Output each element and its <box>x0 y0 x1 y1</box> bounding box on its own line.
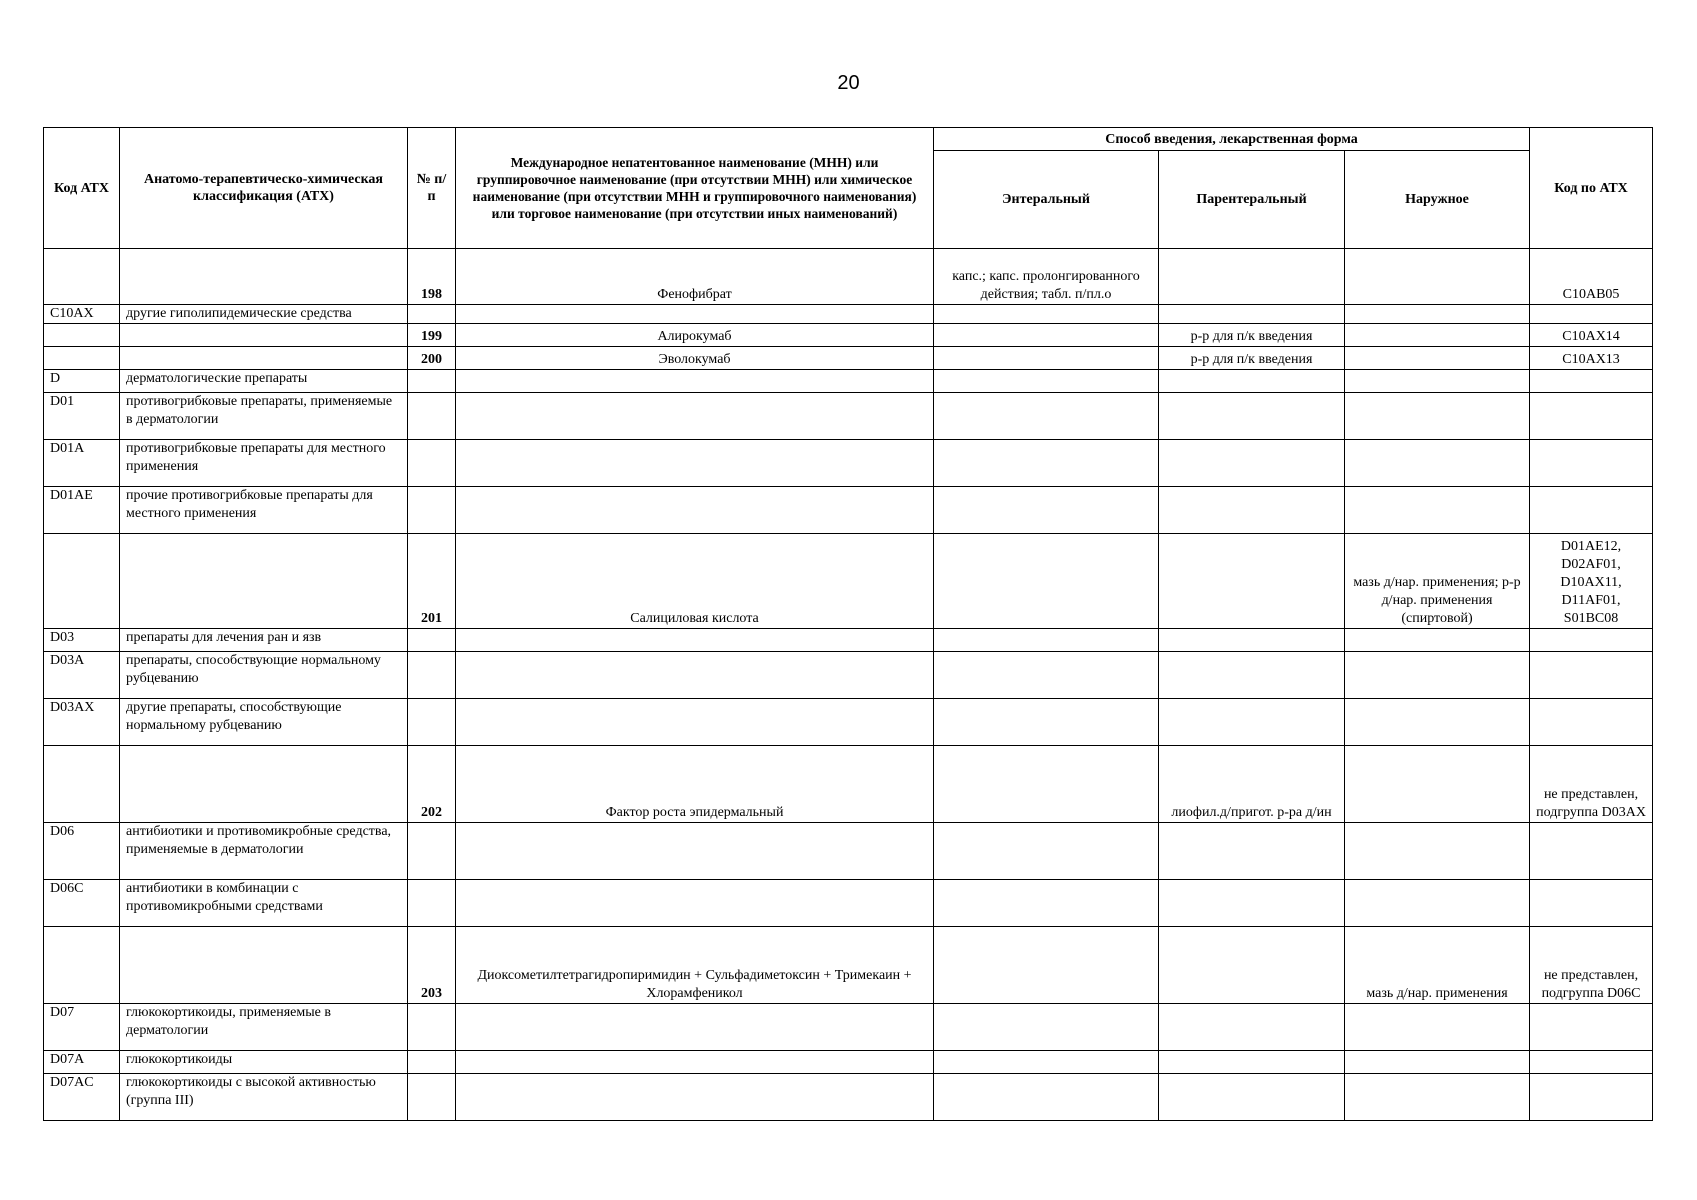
cell-inn <box>456 487 934 534</box>
table-row <box>44 699 1653 746</box>
header-parenteral: Парентеральный <box>1159 151 1345 249</box>
cell-code: D01A <box>44 440 120 487</box>
cell-parenteral <box>1159 1074 1345 1121</box>
cell-classification: другие гиполипидемические средства <box>120 305 408 324</box>
cell-atx-code <box>1530 652 1653 699</box>
cell-parenteral <box>1159 1004 1345 1051</box>
cell-external <box>1345 249 1530 305</box>
cell-atx-code <box>1530 1051 1653 1074</box>
cell-classification <box>120 347 408 370</box>
cell-external <box>1345 629 1530 652</box>
cell-number: 203 <box>408 927 456 1004</box>
cell-inn <box>456 652 934 699</box>
table-row <box>44 347 1653 370</box>
header-external: Наружное <box>1345 151 1530 249</box>
cell-enteral <box>934 305 1159 324</box>
table-row <box>44 1004 1653 1051</box>
cell-enteral <box>934 324 1159 347</box>
cell-number <box>408 393 456 440</box>
cell-parenteral <box>1159 305 1345 324</box>
cell-code: D03AX <box>44 699 120 746</box>
table-body <box>44 249 1653 1121</box>
table-row <box>44 440 1653 487</box>
cell-inn: Фенофибрат <box>456 249 934 305</box>
cell-atx-code: C10AX14 <box>1530 324 1653 347</box>
cell-external <box>1345 699 1530 746</box>
cell-code <box>44 927 120 1004</box>
table-row <box>44 746 1653 823</box>
cell-parenteral <box>1159 393 1345 440</box>
cell-code: D07A <box>44 1051 120 1074</box>
cell-external <box>1345 1074 1530 1121</box>
table-row <box>44 1074 1653 1121</box>
cell-classification: антибиотики в комбинации с противомикробными средствами <box>120 880 408 927</box>
cell-parenteral <box>1159 927 1345 1004</box>
cell-code <box>44 347 120 370</box>
cell-code: D <box>44 370 120 393</box>
cell-inn <box>456 440 934 487</box>
cell-number <box>408 487 456 534</box>
cell-parenteral <box>1159 629 1345 652</box>
cell-code <box>44 324 120 347</box>
cell-inn <box>456 1051 934 1074</box>
cell-enteral <box>934 1004 1159 1051</box>
cell-enteral <box>934 1074 1159 1121</box>
cell-inn <box>456 305 934 324</box>
cell-code: D06C <box>44 880 120 927</box>
cell-code: C10AX <box>44 305 120 324</box>
cell-number <box>408 1051 456 1074</box>
cell-inn <box>456 880 934 927</box>
cell-code: D03A <box>44 652 120 699</box>
cell-enteral <box>934 629 1159 652</box>
cell-external <box>1345 487 1530 534</box>
cell-atx-code <box>1530 699 1653 746</box>
cell-parenteral: р-р для п/к введения <box>1159 347 1345 370</box>
cell-number <box>408 370 456 393</box>
cell-inn <box>456 370 934 393</box>
table-row <box>44 487 1653 534</box>
cell-enteral <box>934 880 1159 927</box>
cell-external <box>1345 652 1530 699</box>
table-row <box>44 823 1653 880</box>
cell-code <box>44 249 120 305</box>
table-row <box>44 393 1653 440</box>
cell-enteral <box>934 823 1159 880</box>
table-row <box>44 652 1653 699</box>
cell-inn: Эволокумаб <box>456 347 934 370</box>
cell-external <box>1345 347 1530 370</box>
cell-classification <box>120 746 408 823</box>
cell-atx-code: C10AX13 <box>1530 347 1653 370</box>
cell-atx-code <box>1530 823 1653 880</box>
table-row <box>44 629 1653 652</box>
cell-number <box>408 652 456 699</box>
table-row <box>44 249 1653 305</box>
cell-classification <box>120 927 408 1004</box>
cell-number: 201 <box>408 534 456 629</box>
cell-number <box>408 305 456 324</box>
cell-classification <box>120 534 408 629</box>
cell-inn <box>456 1074 934 1121</box>
cell-parenteral <box>1159 440 1345 487</box>
table-row <box>44 880 1653 927</box>
cell-external <box>1345 746 1530 823</box>
cell-number: 198 <box>408 249 456 305</box>
cell-classification: противогрибковые препараты, применяемые в дерматологии <box>120 393 408 440</box>
cell-enteral <box>934 440 1159 487</box>
cell-external <box>1345 1051 1530 1074</box>
cell-atx-code <box>1530 880 1653 927</box>
cell-classification: препараты, способствующие нормальному рубцеванию <box>120 652 408 699</box>
cell-number: 199 <box>408 324 456 347</box>
cell-enteral <box>934 699 1159 746</box>
drug-classification-table <box>43 127 1653 1121</box>
cell-parenteral <box>1159 823 1345 880</box>
cell-external: мазь д/нар. применения <box>1345 927 1530 1004</box>
cell-external <box>1345 305 1530 324</box>
cell-parenteral <box>1159 249 1345 305</box>
cell-parenteral: лиофил.д/пригот. р-ра д/ин <box>1159 746 1345 823</box>
cell-classification: глюкокортикоиды, применяемые в дерматологии <box>120 1004 408 1051</box>
cell-parenteral <box>1159 534 1345 629</box>
cell-parenteral <box>1159 699 1345 746</box>
cell-inn <box>456 629 934 652</box>
cell-enteral <box>934 652 1159 699</box>
cell-atx-code <box>1530 1074 1653 1121</box>
cell-enteral <box>934 347 1159 370</box>
cell-enteral <box>934 927 1159 1004</box>
cell-atx-code: C10AB05 <box>1530 249 1653 305</box>
cell-enteral <box>934 746 1159 823</box>
cell-classification <box>120 324 408 347</box>
cell-number <box>408 629 456 652</box>
table-row <box>44 324 1653 347</box>
cell-number <box>408 440 456 487</box>
cell-enteral <box>934 487 1159 534</box>
cell-enteral <box>934 534 1159 629</box>
cell-external <box>1345 440 1530 487</box>
table-row <box>44 370 1653 393</box>
cell-code: D01 <box>44 393 120 440</box>
cell-atx-code <box>1530 440 1653 487</box>
cell-classification: антибиотики и противомикробные средства, применяемые в дерматологии <box>120 823 408 880</box>
cell-code: D07 <box>44 1004 120 1051</box>
cell-classification: препараты для лечения ран и язв <box>120 629 408 652</box>
cell-inn: Диоксометилтетрагидропиримидин + Сульфадиметоксин + Тримекаин + Хлорамфеникол <box>456 927 934 1004</box>
cell-inn <box>456 823 934 880</box>
cell-code <box>44 746 120 823</box>
cell-enteral <box>934 393 1159 440</box>
cell-code: D03 <box>44 629 120 652</box>
header-inn: Международное непатентованное наименование (МНН) или группировочное наименование (при отсутствии МНН) или химическое наименование (при отсутствии МНН и группировочного наименования) или торговое наименование (при отсутствии иных наименований) <box>456 128 934 249</box>
cell-parenteral <box>1159 652 1345 699</box>
cell-number <box>408 1004 456 1051</box>
header-number: № п/п <box>408 128 456 249</box>
cell-atx-code: не представлен, подгруппа D06C <box>1530 927 1653 1004</box>
cell-number <box>408 880 456 927</box>
cell-inn <box>456 699 934 746</box>
table-row <box>44 534 1653 629</box>
cell-parenteral <box>1159 487 1345 534</box>
cell-number: 200 <box>408 347 456 370</box>
header-code-atx: Код АТХ <box>44 128 120 249</box>
cell-code: D06 <box>44 823 120 880</box>
cell-atx-code: D01AE12, D02AF01, D10AX11, D11AF01, S01BC08 <box>1530 534 1653 629</box>
header-route-group: Способ введения, лекарственная форма <box>934 128 1530 151</box>
cell-code <box>44 534 120 629</box>
cell-number <box>408 823 456 880</box>
cell-inn <box>456 393 934 440</box>
cell-inn: Фактор роста эпидермальный <box>456 746 934 823</box>
header-classification: Анатомо-терапевтическо-химическая классификация (АТХ) <box>120 128 408 249</box>
cell-atx-code <box>1530 393 1653 440</box>
cell-atx-code <box>1530 1004 1653 1051</box>
cell-classification: прочие противогрибковые препараты для местного применения <box>120 487 408 534</box>
cell-external <box>1345 324 1530 347</box>
cell-atx-code <box>1530 629 1653 652</box>
cell-external <box>1345 1004 1530 1051</box>
cell-code: D07AC <box>44 1074 120 1121</box>
cell-number <box>408 1074 456 1121</box>
cell-external <box>1345 370 1530 393</box>
cell-enteral <box>934 1051 1159 1074</box>
cell-enteral: капс.; капс. пролонгированного действия; табл. п/пл.о <box>934 249 1159 305</box>
header-atx-code: Код по АТХ <box>1530 128 1653 249</box>
cell-atx-code <box>1530 305 1653 324</box>
page-number: 20 <box>837 72 860 94</box>
cell-parenteral <box>1159 880 1345 927</box>
cell-classification: глюкокортикоиды <box>120 1051 408 1074</box>
cell-code: D01AE <box>44 487 120 534</box>
cell-inn: Алирокумаб <box>456 324 934 347</box>
cell-external <box>1345 823 1530 880</box>
cell-classification <box>120 249 408 305</box>
cell-external <box>1345 880 1530 927</box>
cell-number: 202 <box>408 746 456 823</box>
cell-classification: глюкокортикоиды с высокой активностью (группа III) <box>120 1074 408 1121</box>
cell-inn <box>456 1004 934 1051</box>
cell-enteral <box>934 370 1159 393</box>
cell-external <box>1345 393 1530 440</box>
cell-classification: дерматологические препараты <box>120 370 408 393</box>
table-row <box>44 927 1653 1004</box>
header-enteral: Энтеральный <box>934 151 1159 249</box>
cell-atx-code: не представлен, подгруппа D03AX <box>1530 746 1653 823</box>
table-row <box>44 305 1653 324</box>
cell-parenteral <box>1159 1051 1345 1074</box>
cell-parenteral: р-р для п/к введения <box>1159 324 1345 347</box>
cell-classification: противогрибковые препараты для местного применения <box>120 440 408 487</box>
cell-atx-code <box>1530 487 1653 534</box>
cell-classification: другие препараты, способствующие нормальному рубцеванию <box>120 699 408 746</box>
cell-atx-code <box>1530 370 1653 393</box>
table-row <box>44 1051 1653 1074</box>
cell-external: мазь д/нар. применения; р-р д/нар. применения (спиртовой) <box>1345 534 1530 629</box>
cell-inn: Салициловая кислота <box>456 534 934 629</box>
cell-number <box>408 699 456 746</box>
cell-parenteral <box>1159 370 1345 393</box>
